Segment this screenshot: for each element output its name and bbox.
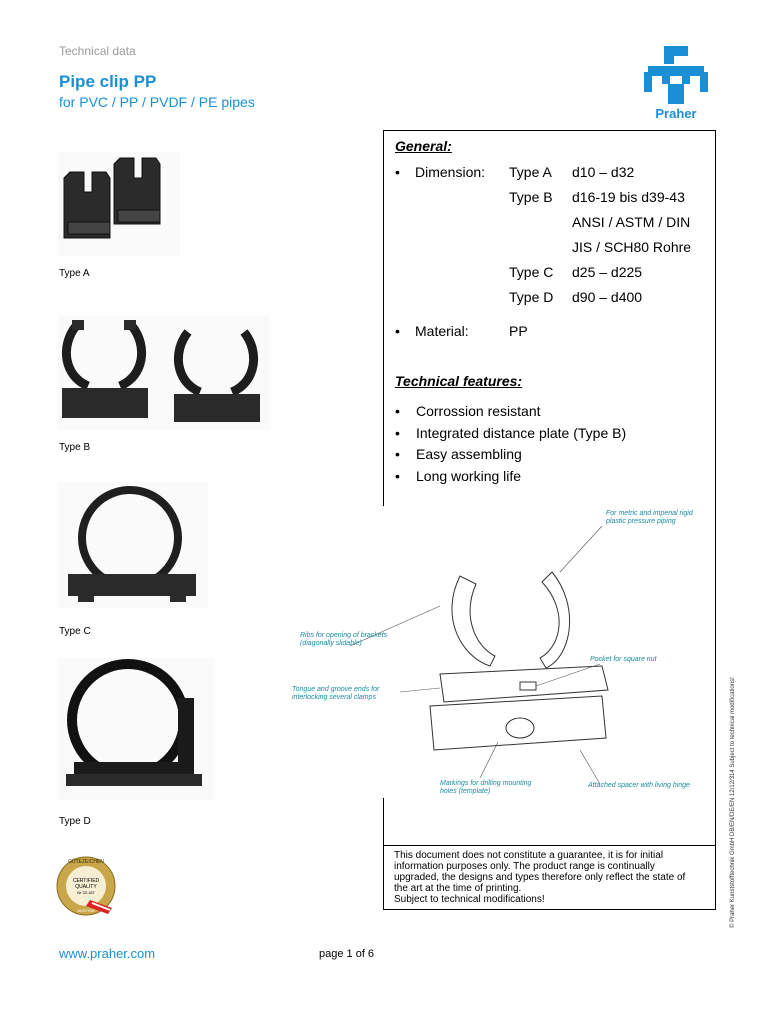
callout: (diagonally slidable) [300, 640, 362, 647]
website-link[interactable]: www.praher.com [59, 946, 156, 961]
technical-diagram [290, 506, 702, 798]
bullet-material: • [395, 323, 400, 339]
disclaimer-divider [383, 845, 716, 846]
type-a-label: Type A [59, 268, 90, 279]
feature-item: Corrossion resistant [416, 403, 541, 419]
bullet: • [395, 468, 400, 484]
dim-range: d16-19 bis d39-43 [572, 189, 685, 205]
dim-range: d25 – d225 [572, 264, 643, 280]
brand-name: Praher [655, 106, 697, 121]
badge-line4: AUSTRIA [77, 908, 95, 913]
pipe-clip-type-b-icon [58, 316, 270, 430]
dim-range: ANSI / ASTM / DIN [572, 214, 691, 230]
dimension-label: Dimension: [415, 164, 486, 180]
material-value: PP [509, 323, 528, 339]
general-heading: General: [395, 138, 452, 154]
disclaimer [394, 850, 710, 905]
callout: Ribs for opening of brackets [300, 632, 388, 639]
callout: For metric and imperial rigid [606, 510, 693, 517]
bullet-dimension: • [395, 164, 400, 180]
dim-type: Type B [509, 189, 553, 205]
feature-item: Easy assembling [416, 446, 522, 462]
dim-type: Type C [509, 264, 554, 280]
dim-type: Type A [509, 164, 552, 180]
photo-type-d [58, 658, 214, 800]
dim-type: Type D [509, 289, 554, 305]
bullet: • [395, 403, 400, 419]
badge-line3: Nr 33.187 [77, 890, 95, 895]
photo-type-b [58, 316, 270, 430]
photo-type-a [58, 152, 180, 256]
pipe-clip-exploded-drawing-icon [290, 506, 702, 798]
badge-ring-text: GÜTEZEICHEN [68, 859, 104, 865]
dim-range: d90 – d400 [572, 289, 643, 305]
dim-range: d10 – d32 [572, 164, 635, 180]
pipe-clip-type-a-icon [58, 152, 180, 256]
material-label: Material: [415, 323, 469, 339]
callout: Tongue and groove ends for [292, 686, 380, 693]
feature-item: Integrated distance plate (Type B) [416, 425, 627, 441]
disclaimer-line: Subject to technical modifications! [394, 894, 545, 905]
side-copyright-note: © Praher Kunststofftechnik GmbH DB/EN/DE/EN 12/12/314 Subject to technical modifications! [730, 677, 736, 928]
dim-range: JIS / SCH80 Rohre [572, 239, 692, 255]
callout: Markings for drilling mounting [440, 780, 532, 787]
features-heading: Technical features: [395, 373, 523, 389]
disclaimer-line: the art at the time of printing. [394, 883, 522, 894]
disclaimer-line: information purposes only. The product range is continually [394, 861, 655, 872]
type-c-label: Type C [59, 626, 91, 637]
disclaimer-line: This document does not constitute a guarantee, it is for initial [394, 850, 664, 861]
bullet: • [395, 425, 400, 441]
type-d-label: Type D [59, 816, 91, 827]
feature-item: Long working life [416, 468, 522, 484]
type-b-label: Type B [59, 442, 91, 453]
header-label: Technical data [59, 44, 136, 58]
callout: Pocket for square nut [590, 656, 657, 663]
pipe-clip-type-d-icon [58, 658, 214, 800]
quality-badge [56, 856, 116, 916]
praher-logo-icon [640, 44, 712, 106]
photo-type-c [58, 482, 208, 608]
page-title: Pipe clip PP [59, 72, 157, 91]
callout: Attached spacer with living hinge [588, 782, 690, 789]
callout: holes (template) [440, 788, 491, 795]
callout: plastic pressure piping [606, 518, 676, 525]
praher-logo [640, 44, 712, 122]
pipe-clip-type-c-icon [58, 482, 208, 608]
bullet: • [395, 446, 400, 462]
disclaimer-line: upgraded, the designs and types therefore only reflect the state of [394, 872, 686, 883]
page-subtitle: for PVC / PP / PVDF / PE pipes [59, 94, 255, 110]
callout: interlocking several clamps [292, 694, 377, 701]
page-number: page 1 of 6 [319, 948, 375, 960]
badge-line2: QUALITY [75, 884, 97, 890]
badge-line1: CERTIFIED [72, 878, 100, 884]
